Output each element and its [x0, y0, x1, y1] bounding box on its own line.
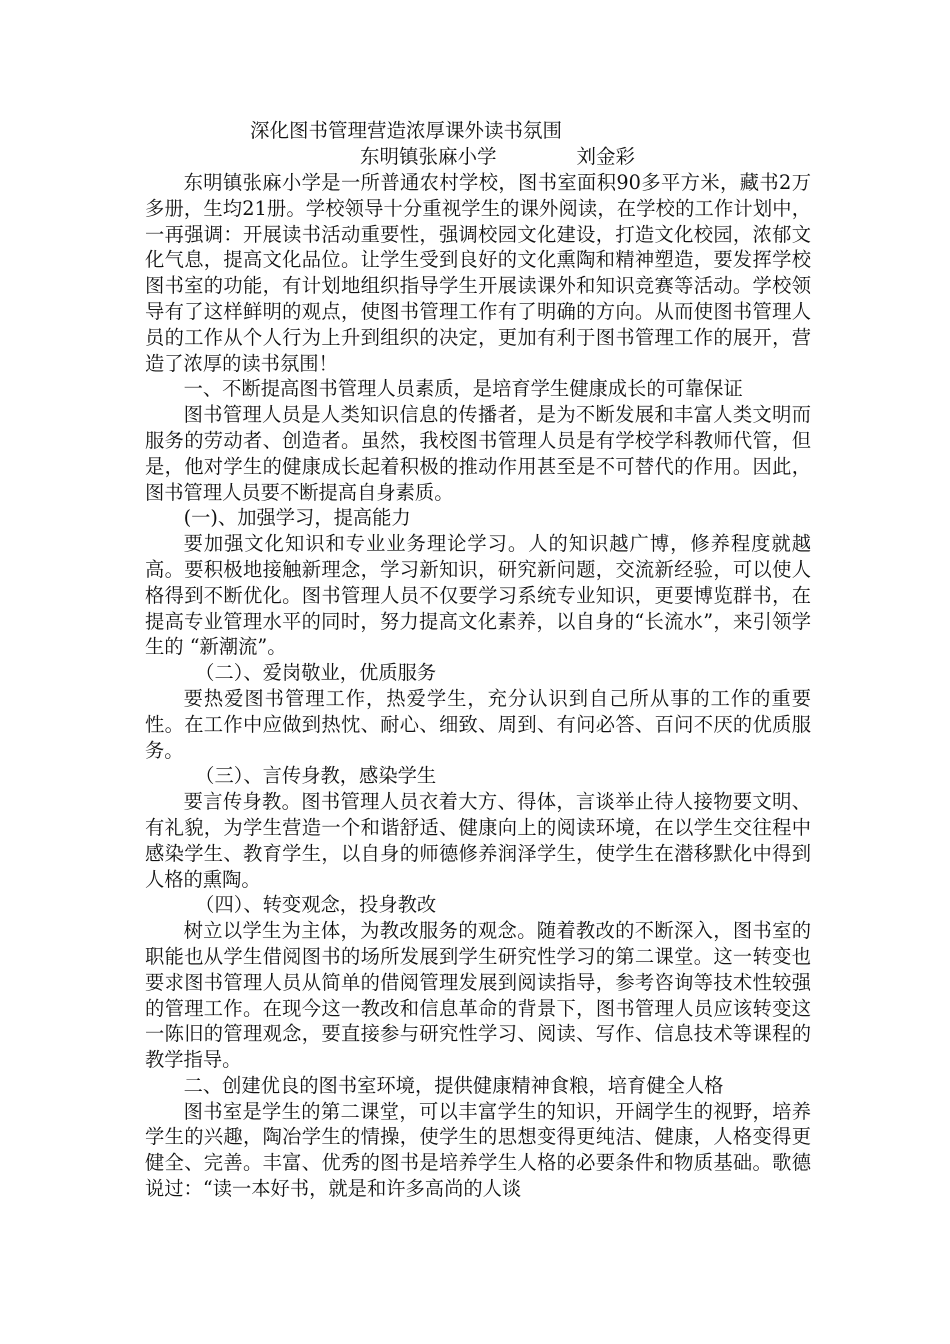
paragraph-section-2: 图书室是学生的第二课堂，可以丰富学生的知识，开阔学生的视野，培养学生的兴趣，陶冶学生的情操，使学生的思想变得更纯洁、健康，人格变得更健全、完善。丰富、优秀的图书是培养学生人格的必要条件和物质基础。歌德说过：“读一本好书，就是和许多高尚的人谈	[145, 1099, 811, 1201]
paragraph-sub-1: 要加强文化知识和专业业务理论学习。人的知识越广博，修养程度就越高。要积极地接触新理念，学习新知识，研究新问题，交流新经验，可以使人格得到不断优化。图书管理人员不仅要学习系统专业知识，更要博览群书，在提高专业管理水平的同时，努力提高文化素养，以自身的“长流水”，来引领学生的 “新潮流”。	[145, 532, 811, 659]
subheading-3: （三）、言传身教，感染学生	[195, 764, 437, 788]
byline	[145, 144, 811, 170]
author-name: 刘金彩	[576, 145, 636, 168]
paragraph-sub-3: 要言传身教。图书管理人员衣着大方、得体，言谈举止待人接物要文明、有礼貌，为学生营造一个和谐舒适、健康向上的阅读环境，在以学生交往程中感染学生、教育学生，以自身的师德修养润泽学生，使学生在潜移默化中得到人格的熏陶。	[145, 790, 811, 891]
paragraph-section-1: 图书管理人员是人类知识信息的传播者，是为不断发展和丰富人类文明而服务的劳动者、创造者。虽然，我校图书管理人员是有学校学科教师代管，但是，他对学生的健康成长起着积极的推动作用甚至是不可替代的作用。因此，图书管理人员要不断提高自身素质。	[145, 403, 811, 504]
subheading-1: (一)、加强学习，提高能力	[183, 506, 411, 530]
paragraph-sub-2: 要热爱图书管理工作，热爱学生，充分认识到自己所从事的工作的重要性。在工作中应做到热忱、耐心、细致、周到、有问必答、百问不厌的优质服务。	[145, 686, 811, 762]
document-page	[145, 118, 811, 1202]
paragraph-intro: 东明镇张麻小学是一所普通农村学校，图书室面积90多平方米，藏书2万多册，生均21册。学校领导十分重视学生的课外阅读，在学校的工作计划中，一再强调：开展读书活动重要性，强调校园文化建设，打造文化校园，浓郁文化气息，提高文化品位。让学生受到良好的文化熏陶和精神塑造，要发挥学校图书室的功能，有计划地组织指导学生开展读课外和知识竞赛等活动。学校领导有了这样鲜明的观点，使图书管理工作有了明确的方向。从而使图书管理人员的工作从个人行为上升到组织的决定，更加有利于图书管理工作的展开，营造了浓厚的读书氛围！	[145, 171, 811, 375]
subheading-4: （四）、转变观念，投身教改	[195, 893, 437, 917]
paragraph-sub-4: 树立以学生为主体，为教改服务的观念。随着教改的不断深入，图书室的职能也从学生借阅图书的场所发展到学生研究性学习的第二课堂。这一转变也要求图书管理人员从简单的借阅管理发展到阅读指导，参考咨询等技术性较强的管理工作。在现今这一教改和信息革命的背景下，图书管理人员应该转变这一陈旧的管理观念，要直接参与研究性学习、阅读、写作、信息技术等课程的教学指导。	[145, 919, 811, 1072]
school-name: 东明镇张麻小学	[360, 145, 497, 168]
subheading-2: （二）、爱岗敬业，优质服务	[195, 661, 437, 685]
document-title: 深化图书管理营造浓厚课外读书氛围	[250, 119, 563, 142]
section-heading-2: 二、创建优良的图书室环境，提供健康精神食粮，培育健全人格	[183, 1073, 724, 1097]
section-heading-1: 一、不断提高图书管理人员素质，是培育学生健康成长的可靠保证	[183, 377, 743, 401]
